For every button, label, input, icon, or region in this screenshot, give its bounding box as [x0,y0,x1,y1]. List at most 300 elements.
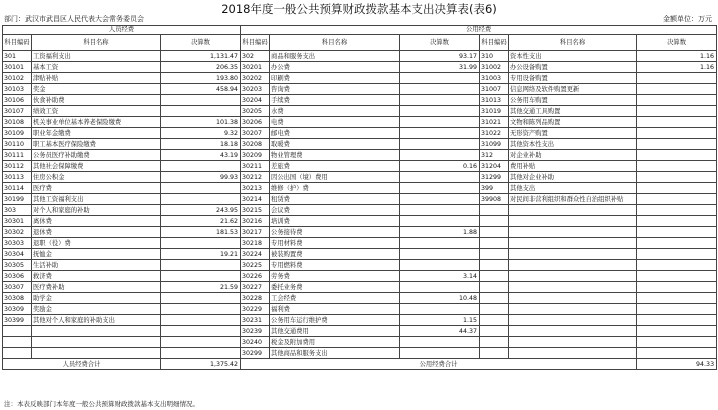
amount-cell [400,95,480,106]
amount-cell [637,161,717,172]
name-cell: 费用补贴 [509,161,637,172]
name-cell: 住房公积金 [32,172,161,183]
code-cell: 30301 [3,216,32,227]
code-cell: 30199 [3,194,32,205]
name-cell: 劳务费 [270,271,400,282]
name-cell: 公务用车运行维护费 [270,315,400,326]
name-cell: 办公设备购置 [509,62,637,73]
personnel-section-header: 人员经费 [3,26,241,35]
amount-cell: 9.32 [161,128,241,139]
code-header: 科目编码 [480,35,509,51]
name-cell: 奖励金 [32,304,161,315]
name-cell [32,348,161,359]
code-cell: 30226 [241,271,270,282]
name-cell: 公务员医疗补助缴费 [32,150,161,161]
amount-cell [400,337,480,348]
code-cell [480,271,509,282]
code-cell: 30216 [241,216,270,227]
code-cell: 31013 [480,95,509,106]
code-cell: 30302 [3,227,32,238]
name-cell: 取暖费 [270,139,400,150]
code-cell: 31019 [480,106,509,117]
code-cell: 399 [480,183,509,194]
name-cell: 退休费 [32,227,161,238]
code-cell: 301 [3,51,32,62]
table-row [3,150,717,161]
name-cell: 福利费 [270,304,400,315]
amount-cell [400,304,480,315]
name-cell: 绩效工资 [32,106,161,117]
name-cell: 邮电费 [270,128,400,139]
table-row [3,51,717,62]
public-section-header: 公用经费 [241,26,717,35]
name-cell: 因公出国（境）费用 [270,172,400,183]
amount-cell [637,139,717,150]
table-row [3,282,717,293]
table-row [3,62,717,73]
code-cell: 30207 [241,128,270,139]
code-cell: 30111 [3,150,32,161]
amount-cell: 10.48 [400,293,480,304]
code-cell: 30102 [3,73,32,84]
code-cell [480,238,509,249]
code-header: 科目编码 [3,35,32,51]
amount-cell [161,337,241,348]
name-cell: 印刷费 [270,73,400,84]
amount-cell [637,216,717,227]
name-cell: 维修（护）费 [270,183,400,194]
code-cell: 303 [3,205,32,216]
name-cell: 工资福利支出 [32,51,161,62]
name-cell: 基本工资 [32,62,161,73]
name-cell: 其他对个人和家庭的补助支出 [32,315,161,326]
code-cell: 30240 [241,337,270,348]
name-cell: 奖金 [32,84,161,95]
code-cell: 30227 [241,282,270,293]
amount-cell: 21.62 [161,216,241,227]
table-row [3,128,717,139]
name-cell: 公务用车购置 [509,95,637,106]
amount-cell [400,183,480,194]
name-cell: 职工基本医疗保险缴费 [32,139,161,150]
code-cell: 30299 [241,348,270,359]
name-cell: 对个人和家庭的补助 [32,205,161,216]
amount-cell [400,348,480,359]
table-row [3,227,717,238]
amount-cell [161,238,241,249]
code-cell [480,337,509,348]
amount-cell: 1,131.47 [161,51,241,62]
name-cell: 税金及附加费用 [270,337,400,348]
amount-cell [637,73,717,84]
name-cell: 其他交通工具购置 [509,106,637,117]
name-cell: 对企业补助 [509,150,637,161]
amount-cell [637,337,717,348]
code-cell [480,205,509,216]
table-row [3,84,717,95]
amount-cell: 44.37 [400,326,480,337]
table-row [3,326,717,337]
code-cell: 30211 [241,161,270,172]
code-cell: 30110 [3,139,32,150]
code-cell [480,293,509,304]
amount-cell [637,304,717,315]
amount-cell: 101.38 [161,117,241,128]
amount-cell [161,95,241,106]
amount-cell [637,260,717,271]
name-cell [509,249,637,260]
code-cell [480,304,509,315]
code-header: 科目编码 [241,35,270,51]
amount-cell [400,73,480,84]
name-cell [509,348,637,359]
amount-cell: 31.99 [400,62,480,73]
amount-header: 决算数 [400,35,480,51]
code-cell [480,282,509,293]
code-cell: 30214 [241,194,270,205]
code-cell: 30202 [241,73,270,84]
amount-cell: 1.88 [400,227,480,238]
amount-cell: 3.14 [400,271,480,282]
name-cell: 伙食补助费 [32,95,161,106]
name-cell [509,271,637,282]
expenditure-table [2,25,717,370]
code-cell: 30113 [3,172,32,183]
name-cell: 信息网络及软件购置更新 [509,84,637,95]
amount-cell [161,304,241,315]
code-cell: 30201 [241,62,270,73]
amount-cell: 21.59 [161,282,241,293]
amount-cell: 0.16 [400,161,480,172]
name-cell: 被装购置费 [270,249,400,260]
code-cell: 39908 [480,194,509,205]
name-cell: 工会经费 [270,293,400,304]
amount-cell: 93.17 [400,51,480,62]
name-cell [32,337,161,348]
code-cell: 30209 [241,150,270,161]
amount-cell: 1.16 [637,62,717,73]
name-cell: 津贴补贴 [32,73,161,84]
amount-cell: 1.15 [400,315,480,326]
footnote: 注：本表反映部门本年度一般公共预算财政拨款基本支出明细情况。 [4,400,199,408]
code-cell: 30103 [3,84,32,95]
table-row [3,238,717,249]
code-cell: 30204 [241,95,270,106]
code-cell [480,216,509,227]
table-body [3,51,717,359]
name-cell [509,293,637,304]
amount-cell [637,150,717,161]
amount-cell [400,216,480,227]
code-cell: 30218 [241,238,270,249]
name-cell: 专用燃料费 [270,260,400,271]
name-cell: 文物和陈列品购置 [509,117,637,128]
table-row [3,205,717,216]
name-cell [509,326,637,337]
code-cell: 30306 [3,271,32,282]
code-cell: 30229 [241,304,270,315]
name-cell [509,337,637,348]
table-row [3,183,717,194]
code-cell [480,348,509,359]
code-cell: 30307 [3,282,32,293]
code-cell [3,326,32,337]
code-cell: 30109 [3,128,32,139]
amount-cell [637,315,717,326]
name-cell: 职业年金缴费 [32,128,161,139]
code-cell: 31299 [480,172,509,183]
code-cell [480,326,509,337]
code-cell: 30304 [3,249,32,260]
amount-cell [161,326,241,337]
code-cell: 31007 [480,84,509,95]
name-cell: 手续费 [270,95,400,106]
amount-cell [637,95,717,106]
name-cell [32,326,161,337]
amount-cell [161,260,241,271]
name-cell: 物业管理费 [270,150,400,161]
name-cell: 救济费 [32,271,161,282]
amount-cell [400,238,480,249]
code-cell: 30399 [3,315,32,326]
amount-cell [400,139,480,150]
amount-cell [161,183,241,194]
code-cell: 31204 [480,161,509,172]
amount-cell: 206.35 [161,62,241,73]
table-row [3,106,717,117]
name-cell: 其他支出 [509,183,637,194]
name-cell: 退职（役）费 [32,238,161,249]
name-cell: 会议费 [270,205,400,216]
code-cell: 30112 [3,161,32,172]
amount-cell [637,326,717,337]
name-cell: 商品和服务支出 [270,51,400,62]
amount-cell [400,205,480,216]
code-cell: 302 [241,51,270,62]
table-row [3,260,717,271]
amount-cell [161,271,241,282]
amount-cell: 19.21 [161,249,241,260]
amount-cell: 243.95 [161,205,241,216]
amount-cell [161,293,241,304]
name-cell [509,205,637,216]
code-cell: 30228 [241,293,270,304]
code-cell: 30239 [241,326,270,337]
table-row [3,304,717,315]
name-cell [509,216,637,227]
table-row [3,95,717,106]
name-cell [509,238,637,249]
code-cell: 30308 [3,293,32,304]
amount-cell [637,293,717,304]
table-row [3,172,717,183]
name-cell: 差旅费 [270,161,400,172]
amount-cell: 43.19 [161,150,241,161]
code-cell: 31003 [480,73,509,84]
amount-cell [400,128,480,139]
name-cell: 抚恤金 [32,249,161,260]
amount-cell: 1.16 [637,51,717,62]
name-cell: 离休费 [32,216,161,227]
unit-label: 金额单位：万元 [663,15,712,23]
personnel-total-label: 人员经费合计 [3,359,161,370]
report-title: 2018年度一般公共预算财政拨款基本支出决算表(表6) [221,2,497,16]
name-cell: 其他资本性支出 [509,139,637,150]
table-row [3,139,717,150]
name-header: 科目名称 [32,35,161,51]
code-cell: 30107 [3,106,32,117]
name-cell: 医疗费 [32,183,161,194]
name-cell: 无形资产购置 [509,128,637,139]
code-cell: 30212 [241,172,270,183]
amount-cell [637,238,717,249]
name-cell: 其他商品和服务支出 [270,348,400,359]
name-cell: 水费 [270,106,400,117]
amount-cell [161,161,241,172]
name-cell [509,315,637,326]
code-cell: 30215 [241,205,270,216]
name-cell: 其他工资福利支出 [32,194,161,205]
amount-cell [637,227,717,238]
code-cell [3,348,32,359]
code-cell: 30114 [3,183,32,194]
amount-cell [400,117,480,128]
name-cell: 委托业务费 [270,282,400,293]
name-cell: 其他社会保障缴费 [32,161,161,172]
amount-cell [400,260,480,271]
name-cell: 专用设备购置 [509,73,637,84]
amount-cell [400,84,480,95]
code-cell [480,260,509,271]
amount-header: 决算数 [637,35,717,51]
code-cell: 30208 [241,139,270,150]
amount-cell [161,315,241,326]
amount-cell: 99.93 [161,172,241,183]
amount-cell [637,194,717,205]
table-row [3,271,717,282]
code-cell: 30231 [241,315,270,326]
amount-cell [400,194,480,205]
amount-cell [637,205,717,216]
code-cell [480,315,509,326]
code-cell: 30108 [3,117,32,128]
amount-cell [637,106,717,117]
table-row [3,73,717,84]
public-total-label: 公用经费合计 [241,359,637,370]
code-cell: 30225 [241,260,270,271]
code-cell: 31021 [480,117,509,128]
name-cell [509,304,637,315]
table-row [3,194,717,205]
code-cell: 30205 [241,106,270,117]
code-cell: 310 [480,51,509,62]
name-cell: 租赁费 [270,194,400,205]
name-cell [509,282,637,293]
name-cell: 生活补助 [32,260,161,271]
name-cell: 培训费 [270,216,400,227]
table-row [3,216,717,227]
name-cell: 机关事业单位基本养老保险缴费 [32,117,161,128]
name-header: 科目名称 [509,35,637,51]
name-cell: 其他对企业补助 [509,172,637,183]
code-cell: 30203 [241,84,270,95]
name-cell: 专用材料费 [270,238,400,249]
table-row [3,293,717,304]
amount-cell [161,106,241,117]
code-cell: 30303 [3,238,32,249]
code-cell: 30206 [241,117,270,128]
amount-cell [161,194,241,205]
name-cell: 资本性支出 [509,51,637,62]
code-cell: 30217 [241,227,270,238]
amount-cell [161,348,241,359]
amount-cell [637,172,717,183]
name-cell: 咨询费 [270,84,400,95]
name-header: 科目名称 [270,35,400,51]
code-cell: 312 [480,150,509,161]
code-cell [480,227,509,238]
code-cell: 30224 [241,249,270,260]
code-cell: 31099 [480,139,509,150]
amount-cell: 181.53 [161,227,241,238]
code-cell [3,337,32,348]
amount-cell [637,183,717,194]
amount-cell [400,249,480,260]
amount-cell [400,172,480,183]
amount-header: 决算数 [161,35,241,51]
code-cell: 30309 [3,304,32,315]
amount-cell [637,84,717,95]
personnel-total-value: 1,375.42 [161,359,241,370]
name-cell: 办公费 [270,62,400,73]
name-cell: 医疗费补助 [32,282,161,293]
department-label: 部门：武汉市武昌区人民代表大会常务委员会 [4,15,144,23]
amount-cell [637,282,717,293]
table-row [3,117,717,128]
name-cell: 助学金 [32,293,161,304]
name-cell [509,260,637,271]
name-cell [509,227,637,238]
amount-cell [637,117,717,128]
table-row [3,249,717,260]
amount-cell: 193.80 [161,73,241,84]
table-row [3,161,717,172]
amount-cell [400,282,480,293]
table-row [3,337,717,348]
name-cell: 公务接待费 [270,227,400,238]
amount-cell: 18.18 [161,139,241,150]
amount-cell [400,150,480,161]
public-total-value: 94.33 [637,359,717,370]
name-cell: 其他交通费用 [270,326,400,337]
name-cell: 电费 [270,117,400,128]
amount-cell [400,106,480,117]
code-cell: 30305 [3,260,32,271]
name-cell: 对民间非营利组织和群众性自治组织补贴 [509,194,637,205]
code-cell: 31022 [480,128,509,139]
table-row [3,315,717,326]
code-cell: 30106 [3,95,32,106]
code-cell: 30101 [3,62,32,73]
amount-cell [637,249,717,260]
code-cell: 30213 [241,183,270,194]
code-cell: 31002 [480,62,509,73]
table-row [3,348,717,359]
amount-cell [637,348,717,359]
amount-cell: 458.94 [161,84,241,95]
amount-cell [637,128,717,139]
amount-cell [637,271,717,282]
